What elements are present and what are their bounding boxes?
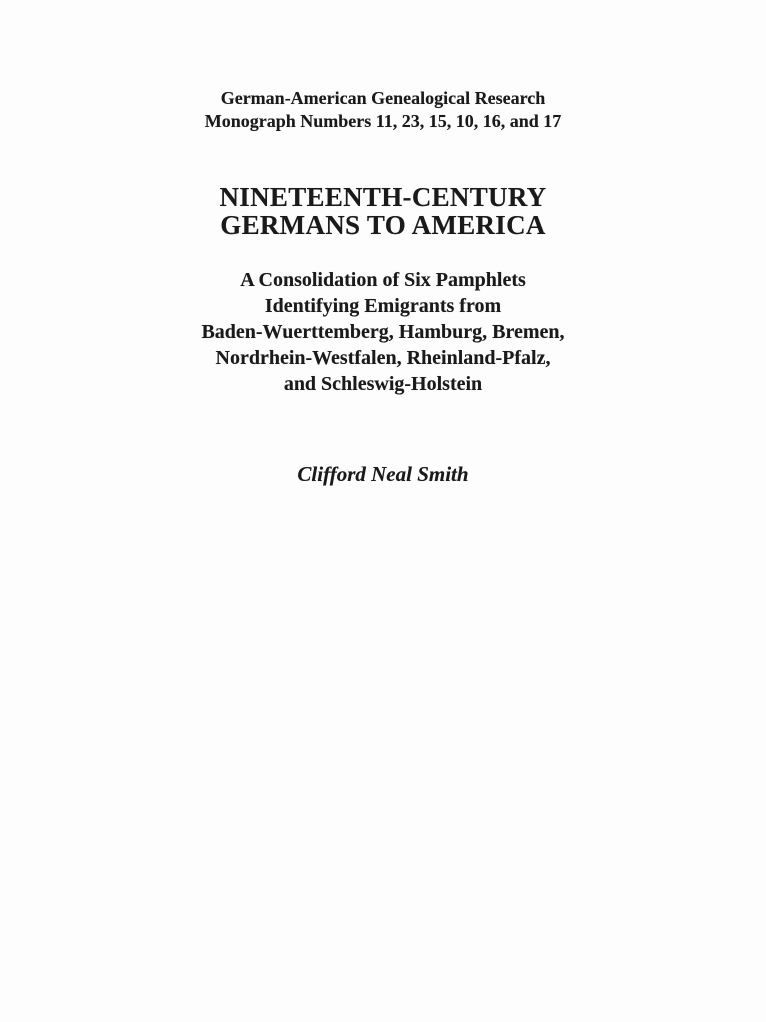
book-title (0, 183, 766, 239)
book-subtitle (0, 267, 766, 397)
book-title-line-1: NINETEENTH-CENTURY (219, 182, 547, 212)
subtitle-line: Baden-Wuerttemberg, Hamburg, Bremen, (201, 321, 565, 343)
series-name: German-American Genealogical Research (220, 88, 546, 108)
subtitle-line: A Consolidation of Six Pamphlets (240, 269, 526, 291)
subtitle-line: Identifying Emigrants from (264, 295, 502, 317)
subtitle-line: and Schleswig-Holstein (283, 373, 483, 395)
subtitle-line: Nordrhein-Westfalen, Rheinland-Pfalz, (215, 347, 551, 369)
monograph-numbers: Monograph Numbers 11, 23, 15, 10, 16, and 17 (204, 111, 562, 131)
series-header (0, 0, 766, 133)
book-title-line-2: GERMANS TO AMERICA (220, 210, 546, 240)
author-name: Clifford Neal Smith (297, 462, 469, 486)
